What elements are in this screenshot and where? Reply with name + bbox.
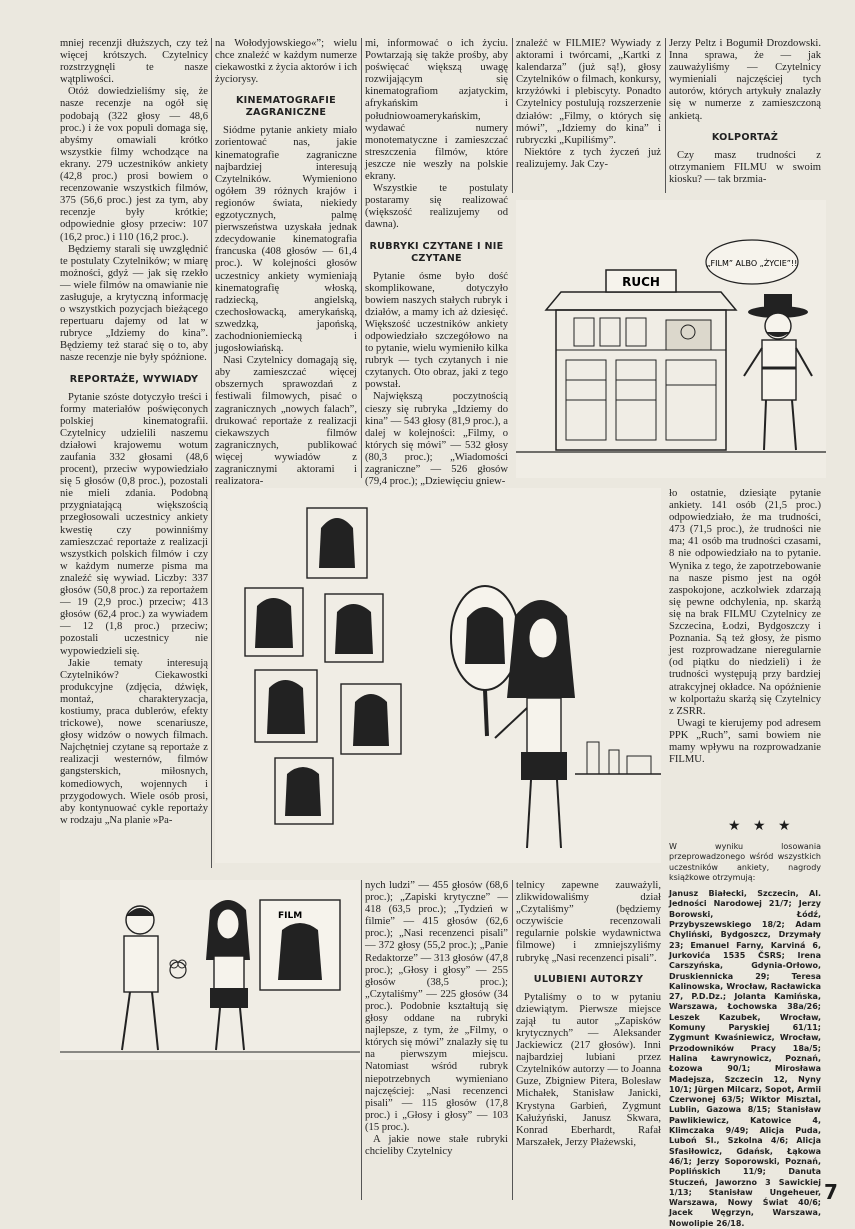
couple-drawing xyxy=(60,880,360,1060)
kiosk-cartoon xyxy=(516,200,826,478)
paragraph: Niektóre z tych życzeń już realizujemy. Jak Czy- xyxy=(516,146,661,170)
section-heading-rubryki: RUBRYKI CZYTANE I NIE CZYTANE xyxy=(369,240,504,264)
paragraph: Jakie tematy interesują Czytelników? Ciekawostki produkcyjne (zdjęcia, dźwięk, montaż, charakteryzacja, kostiumy, praca dublerów, efekty trickowe), nowe scenariusze, głosy widzów o nowych filmach. Najchętniej czytane są reportaże z realizacji westernów, filmów gangsterskich, miłosnych, komediowych, wojennych i przygodowych. Wiele osób prosi, aby kontynuować cykle reportaży w rodzaju „Na planie »Pa- xyxy=(60,657,208,826)
column-7 xyxy=(365,880,508,1200)
speech-bubble-text: „FILM” ALBO „ŻYCIE”!! xyxy=(706,259,798,268)
column-rule xyxy=(361,38,362,478)
kiosk-sign: RUCH xyxy=(622,275,660,289)
section-heading-kolportaz: KOLPORTAŻ xyxy=(711,131,779,143)
paragraph: Będziemy starali się uwzględnić te postulaty Czytelników; w miarę możności, gdyż — jak się rzekło — wiele filmów na omawianie nie zasługuje, a krytyczną informację o wszystkich pozycjach bieżącego repertuaru dajemy od lat w rubryce „Idziemy do kina”. Będziemy też starać się o to, aby nasze recenzje nie były spóźnione. xyxy=(60,243,208,364)
column-5 xyxy=(669,38,821,193)
section-heading-reportaze: REPORTAŻE, WYWIADY xyxy=(69,373,199,385)
paragraph: A jakie nowe stałe rubryki chcieliby Czytelnicy xyxy=(365,1133,508,1158)
column-rule xyxy=(665,38,666,193)
winners-list: Janusz Białecki, Szczecin, Al. Jedności Narodowej 21/7; Jerzy Borowski, Łódź, Przybyszewskiego 18/2; Adam Chyliński, Bydgoszcz, Drzymały 23; Emanuel Farny, Karviná 6, Jurkovića 1535 ČSRS; Irena Carszyńska, Gdynia-Orłowo, Druskiennicka 29; Teresa Kalinowska, Wrocław, Racławicka 27, P.D.Dz.; Jolanta Kamińska, Warszawa, Łochowska 38a/26; Leszek Kazubek, Wrocław, Komuny Paryskiej 61/11; Zygmunt Kwaśniewicz, Wrocław, Przodowników Pracy 18a/5; Halina Ławrynowicz, Poznań, Łozowa 90/1; Mirosława Madejsza, Szczecin 12, Nyny 10/1; Jürgen Milcarz, Sopot, Armii Czerwonej 63/5; Wiktor Misztal, Lublin, Gazowa 8/15; Stanisław Pawlikiewicz, Katowice 4, Klimczaka 9/49; Alicja Puda, Luboń Sl., Szkolna 4/6; Alicja Sfasiłowicz, Gdańsk, Łąkowa 46/1; Jerzy Soporowski, Poznań, Poplińskich 11/9; Danuta Stuczeń, Jaworzno 3 Sawickiej 1/13; Stanisław Ungeheuer, Warszawa, Nowy Świat 40/6; Jacek Węgrzyn, Warszawa, Nowolipie 26/18. xyxy=(669,889,821,1228)
column-rule xyxy=(512,880,513,1200)
paragraph: Uwagi te kierujemy pod adresem PPK „Ruch”, sami bowiem nie mamy wpływu na rozprowadzanie FILMU. xyxy=(669,717,821,766)
mirror-cartoon xyxy=(215,488,661,863)
paragraph: Wszystkie te postulaty postaramy się realizować (większość realizujemy od dawna). xyxy=(365,183,508,231)
winners-box xyxy=(669,842,821,1228)
column-1 xyxy=(60,38,208,868)
page-number: 7 xyxy=(824,1180,838,1204)
paragraph: mniej recenzji dłuższych, czy też więcej krótszych. Czytelnicy rozstrzygnęli te nasze wątpliwości. xyxy=(60,38,208,86)
paragraph: Otóż dowiedzieliśmy się, że nasze recenzje na ogół się podobają (322 głosy — 48,6 proc.) i że vox populi domaga się, abyśmy omawiali krótko wszystkie filmy wchodzące na ekrany. 279 uczestników ankiety (42,8 proc.) prosi bowiem o recenzowanie wszystkich filmów, 375 (56,6 proc.) jest za tym, aby recenzje były krótkie; odpowiednie głosy przeciw: 107 (16,2 proc.) i 110 (16,2 proc.). xyxy=(60,86,208,243)
paragraph: Największą poczytnością cieszy się rubryka „Idziemy do kina” — 543 głosy (81,9 proc.), a dalej w kolejności: „Filmy, o których się mówi” — 532 głosy (80,3 proc.); „Wiadomości zagraniczne” — 526 głosów (79,4 proc.); „Dziewięciu gniew- xyxy=(365,391,508,488)
section-heading-kinematografie: KINEMATOGRAFIE ZAGRANICZNE xyxy=(235,95,337,119)
paragraph: mi, informować o ich życiu. Powtarzają się także prośby, aby poświęcać większą uwagę rozwijającym się kinematografiom azjatyckim, afrykańskim i południowoamerykańskim, wydawać numery monotematyczne i zamieszczać streszczenia filmów, które jeszcze nie weszły na polskie ekrany. xyxy=(365,38,508,183)
paragraph: Pytanie ósme było dość skomplikowane, dotyczyło bowiem naszych stałych rubryk i działów, a mamy ich aż dziesięć. Większość uczestników ankiety odpowiedziało szczegółowo na to pytanie, wielu wymieniło kilka rubryk — tych czytanych i nie czytanych. Oto obraz, jaki z tego powstał. xyxy=(365,270,508,391)
paragraph: Pytanie szóste dotyczyło treści i formy materiałów poświęconych polskiej kinematografii. Czytelnicy udzielili naszemu działowi krajowemu wotum zaufania 332 głosami (48,6 procent), przeciw wypowiedziało się 5 głosów (0,8 proc.), pozostali nie mieli zdania. Podobną przygniatającą większością przegłosowali uczestnicy ankiety kwestię czy powinniśmy zamieszczać reportaże z realizacji wszystkich polskich filmów i czy w każdym numerze pisma ma znaleźć się wywiad. Liczby: 337 głosów (50,8 proc.) za reportażem — 19 (2,9 proc.) przeciw; 413 głosów (62,4 proc.) za wywiadem — 12 (1,8 proc.) przeciw; pozostali uczestnicy nie wypowiedzieli się. xyxy=(60,391,208,657)
column-6 xyxy=(669,488,821,818)
winners-intro: W wyniku losowania przeprowadzonego wśród wszystkich uczestników ankiety, nagrody książkowe otrzymują: xyxy=(669,842,821,882)
paragraph: Jerzy Peltz i Bogumił Drozdowski. Inna sprawa, że — jak zauważyliśmy — Czytelnicy wymieniali najczęściej tych autorów, których artykuły znalazły się w numerze z zamieszczoną ankietą. xyxy=(669,38,821,122)
section-heading-ulubieni: ULUBIENI AUTORZY xyxy=(533,973,644,985)
column-3 xyxy=(365,38,508,488)
column-8 xyxy=(516,880,661,1200)
section-divider-stars: ★ ★ ★ xyxy=(728,818,795,834)
paragraph: na Wołodyjowskiego«”; wielu chce znaleźć w każdym numerze ciekawostki z życia aktorów i ich życiorysy. xyxy=(215,38,357,86)
column-2 xyxy=(215,38,357,488)
column-rule xyxy=(512,38,513,193)
column-4 xyxy=(516,38,661,193)
poster-label: FILM xyxy=(278,911,303,921)
paragraph: Pytaliśmy o to w pytaniu dziewiątym. Pierwsze miejsce zajął tu autor „Zapisków krytycznych” — Aleksander Jackiewicz (217 głosów). Inni najbardziej lubiani przez Czytelników autorzy — to Joanna Guze, Zbigniew Pitera, Bolesław Michałek, Stanisław Janicki, Krystyna Garbień, Zygmunt Kałużyński, Janusz Skwara, Konrad Eberhardt, Rafał Marszałek, Jerzy Płażewski, xyxy=(516,991,661,1148)
paragraph: Czy masz trudności z otrzymaniem FILMU w swoim kiosku? — tak brzmia- xyxy=(669,149,821,185)
column-rule xyxy=(361,880,362,1200)
paragraph: telnicy zapewne zauważyli, zlikwidowaliśmy dział „Czytaliśmy” (będziemy oczywiście recenzowali regularnie polskie wydawnictwa filmowe) i zmniejszyliśmy rubrykę „Nasi recenzenci pisali”. xyxy=(516,880,661,964)
paragraph: znaleźć w FILMIE? Wywiady z aktorami i twórcami, „Kartki z kalendarza” (już są!), głosy Czytelników o filmach, konkursy, krzyżówki i plebiscyty. Ponadto Czytelnicy postulują rozszerzenie działów: „Filmy, o których się mówi”, „Idziemy do kina” i rubryczki „Kupiliśmy”. xyxy=(516,38,661,146)
kiosk-drawing xyxy=(516,200,826,478)
paragraph: Siódme pytanie ankiety miało zorientować nas, jakie kinematografie zagraniczne najbardziej interesują Czytelników. Wymieniono ogółem 39 różnych krajów i regionów świata, niekiedy egzotycznych, palmę pierwszeństwa uzyskała jednak zdecydowanie kinematografia francuska (408 głosów — 61,4 proc.). W kolejności głosów uczestnicy ankiety wymieniają kinematografię włoską, radziecką, angielską, czechosłowacką, amerykańską, szwedzką, japońską, zachodnioniemiecką i jugosłowiańską. xyxy=(215,125,357,355)
mirror-drawing xyxy=(215,488,661,863)
paragraph: ło ostatnie, dziesiąte pytanie ankiety. 141 osób (21,5 proc.) odpowiedziało, że ma trudności, 473 (71,5 proc.), że trudności nie ma; 41 osób ma trudności czasami, 8 nie odpowiedziało na to pytanie. Wynika z tego, że zapotrzebowanie na nasze pismo jest na ogół zaspokojone, aczkolwiek zdarzają się pewne odchylenia, np. skarżą się na brak FILMU Czytelnicy ze Szczecina, Łodzi, Bydgoszczy i Poznania. Są też głosy, że pismo jest rozprowadzane nieregularnie (od piątku do niedzieli) i że trudności występują przy bardziej atrakcyjnej okładce. Na opóźnienie w kolportażu skarżą się Czytelnicy z ZSRR. xyxy=(669,488,821,717)
column-rule xyxy=(211,38,212,868)
couple-cartoon xyxy=(60,880,360,1060)
paragraph: Nasi Czytelnicy domagają się, aby zamieszczać więcej obszernych sprawozdań z festiwali filmowych, pisać o zagranicznych „nowych falach”, drukować reportaże z realizacji ciekawszych filmów zagranicznych, publikować więcej wywiadów z zagranicznymi aktorami i realizatora- xyxy=(215,355,357,488)
paragraph: nych ludzi” — 455 głosów (68,6 proc.); „Zapiski krytyczne” — 418 (63,5 proc.); „Tydzień w filmie” — 415 głosów (62,6 proc.); „Nasi recenzenci pisali” — 372 głosy (55,2 proc.); „Panie Redaktorze” — 313 głosów (47,8 proc.); „Głosy i głosy” — 255 głosów (38,5 proc.); „Czytaliśmy” — 225 głosów (34 proc.). Podobnie kształtują się głosy oddane na rubryki najlepsze, z tym, że „Filmy, o których się mówi” znalazły się tu na pierwszym miejscu. Natomiast wśród rubryk niepotrzebnych wymieniano najczęściej: „Nasi recenzenci pisali” — 115 głosów (17,8 proc.) i „Głosy i głosy” — 103 (15 proc.). xyxy=(365,880,508,1133)
